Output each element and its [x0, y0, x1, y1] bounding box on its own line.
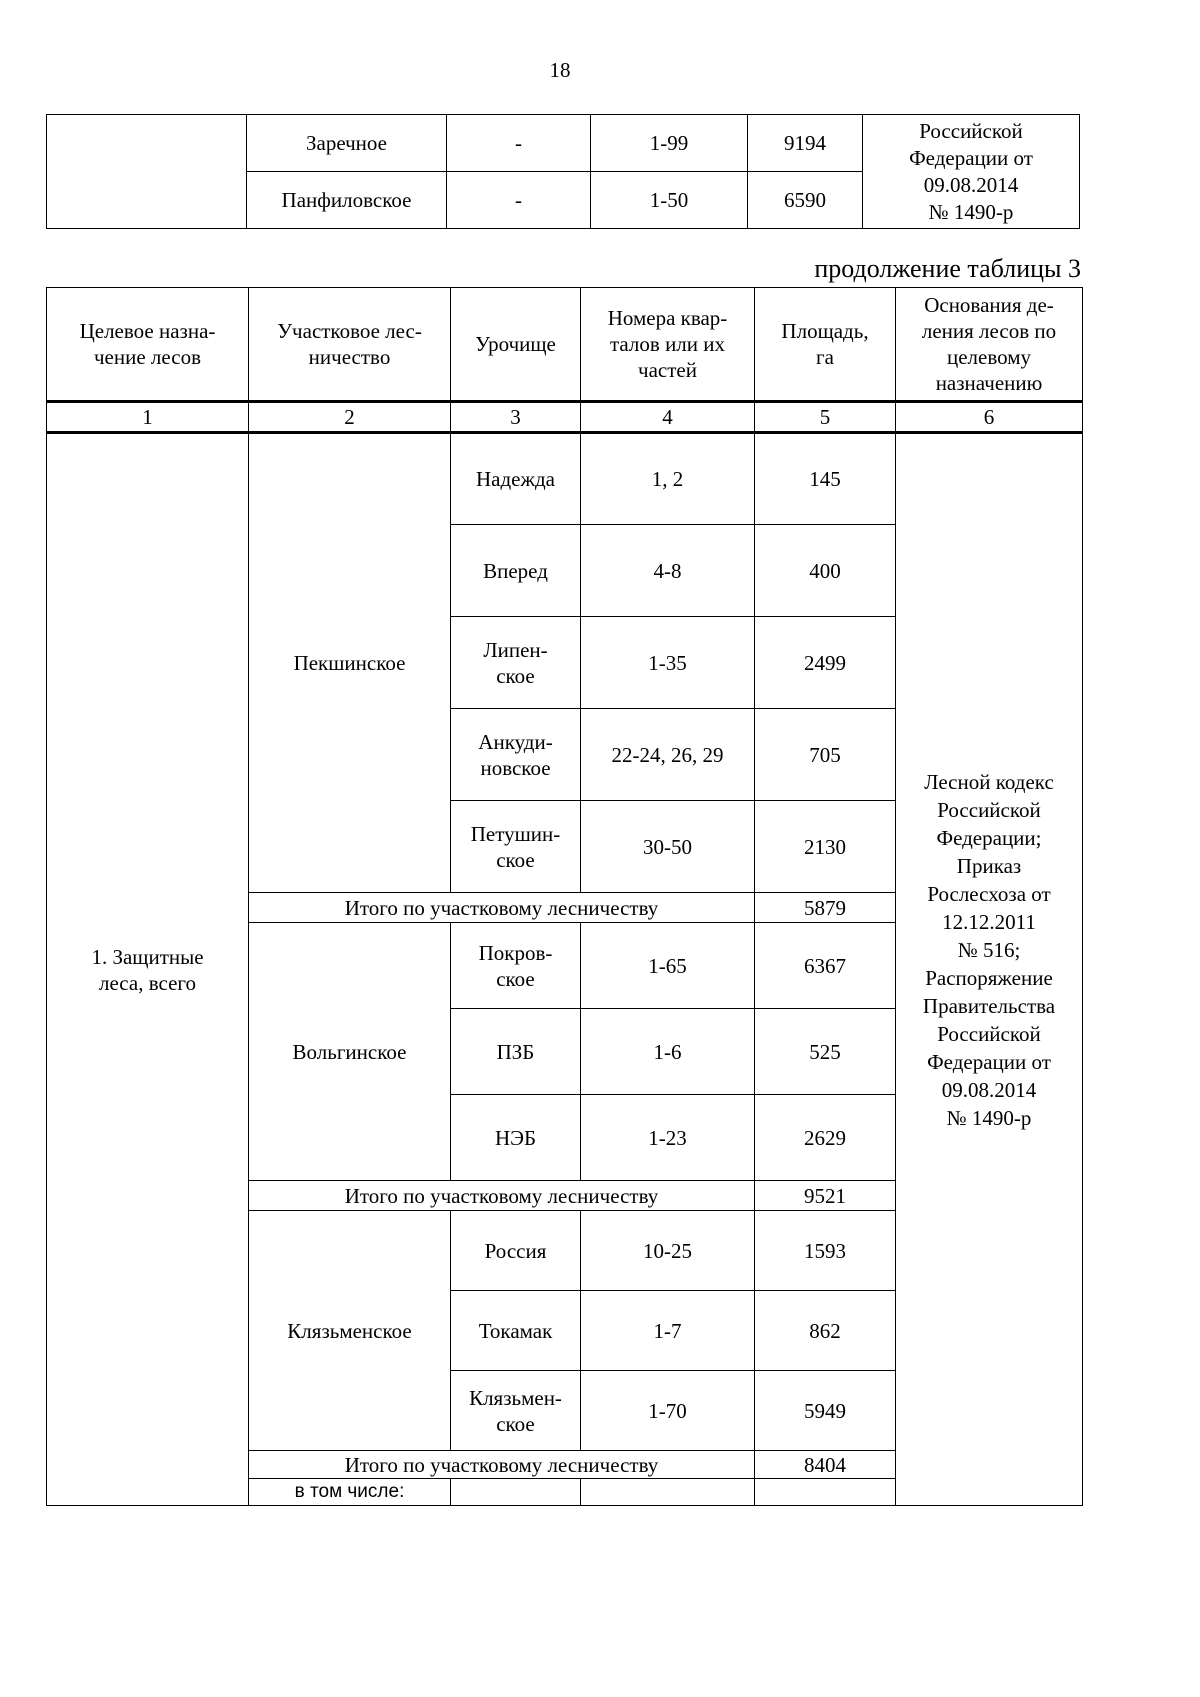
area-cell: 145 — [755, 433, 896, 525]
empty-cell — [581, 1479, 755, 1506]
header-line: Урочище — [475, 332, 556, 356]
urochishche-line: Клязьмен- — [469, 1385, 562, 1410]
urochishche-cell — [451, 709, 581, 801]
header-line: талов или их — [609, 332, 726, 356]
urochishche-cell — [451, 1211, 581, 1291]
empty-cell — [755, 1479, 896, 1506]
total-value: 8404 — [755, 1451, 896, 1479]
header-cell — [896, 288, 1083, 402]
area-cell: 400 — [755, 525, 896, 617]
urochishche-line: Покров- — [478, 940, 553, 965]
basis-cell — [896, 433, 1083, 1506]
page-number: 18 — [549, 58, 571, 82]
kvartaly-cell: 1-7 — [581, 1291, 755, 1371]
area-cell: 1593 — [755, 1211, 896, 1291]
area-cell: 862 — [755, 1291, 896, 1371]
urochishche-line: новское — [480, 755, 551, 780]
area-cell: 2130 — [755, 801, 896, 893]
area-cell: 525 — [755, 1009, 896, 1095]
area-cell: 705 — [755, 709, 896, 801]
kvartaly-cell: 1-50 — [591, 172, 748, 229]
top-table — [46, 114, 1080, 229]
kvartaly-cell: 1-6 — [581, 1009, 755, 1095]
urochishche-line: ПЗБ — [496, 1039, 535, 1064]
total-label: Итого по участковому лесничеству — [249, 893, 755, 923]
empty-cell — [47, 115, 247, 229]
area-cell: 2499 — [755, 617, 896, 709]
urochishche-line: ское — [496, 663, 535, 688]
basis-line: Правительства — [922, 993, 1056, 1018]
basis-line: Приказ — [956, 853, 1022, 878]
urochishche-line: Надежда — [475, 467, 555, 491]
basis-line: Российской — [937, 797, 1041, 822]
urochishche-cell — [451, 1009, 581, 1095]
header-line: ления лесов по — [921, 319, 1057, 343]
basis-line: Федерации от — [909, 145, 1033, 170]
category-line: леса, всего — [98, 970, 196, 995]
header-cell — [451, 288, 581, 402]
basis-cell — [863, 115, 1080, 229]
area-cell: 2629 — [755, 1095, 896, 1181]
header-line: целевому — [946, 345, 1032, 369]
urochishche-line: ское — [496, 1411, 535, 1436]
urochishche-line: Россия — [484, 1238, 547, 1263]
header-line: Площадь, — [781, 319, 869, 343]
header-line: га — [816, 345, 834, 369]
urochishche-cell — [451, 1095, 581, 1181]
basis-line: Российской — [937, 1021, 1041, 1046]
basis-line: 09.08.2014 — [941, 1077, 1037, 1102]
urochishche-line: ское — [496, 847, 535, 872]
total-label: Итого по участковому лесничеству — [249, 1181, 755, 1211]
basis-line: Лесной кодекс — [924, 769, 1054, 794]
urochishche-cell — [451, 801, 581, 893]
urochishche-line: Токамак — [478, 1318, 553, 1343]
lesnichestvo-name: Клязьменское — [249, 1211, 451, 1451]
area-cell: 6590 — [748, 172, 863, 229]
column-number: 6 — [896, 402, 1083, 433]
table-row — [47, 115, 1080, 172]
column-number: 5 — [755, 402, 896, 433]
main-table — [46, 287, 1083, 1506]
urochishche-cell: Заречное — [247, 115, 447, 172]
total-value: 5879 — [755, 893, 896, 923]
area-cell: 5949 — [755, 1371, 896, 1451]
header-cell — [47, 288, 249, 402]
kvartaly-cell: 1-23 — [581, 1095, 755, 1181]
column-number: 3 — [451, 402, 581, 433]
lesnichestvo-name: Вольгинское — [249, 923, 451, 1181]
basis-line: 09.08.2014 — [923, 172, 1019, 197]
kvartaly-cell: 1-99 — [591, 115, 748, 172]
in-tom-chisle-label: в том числе: — [249, 1479, 451, 1506]
header-line: ничество — [308, 345, 391, 369]
basis-line: Рослесхоза от — [927, 881, 1051, 906]
kvartaly-cell: 4-8 — [581, 525, 755, 617]
urochishche-cell — [451, 1291, 581, 1371]
total-value: 9521 — [755, 1181, 896, 1211]
header-line: Целевое назна- — [79, 319, 216, 343]
area-cell: 9194 — [748, 115, 863, 172]
dash-cell: - — [447, 172, 591, 229]
kvartaly-cell: 1-70 — [581, 1371, 755, 1451]
header-cell — [755, 288, 896, 402]
urochishche-cell — [451, 525, 581, 617]
header-line: назначению — [935, 371, 1043, 395]
kvartaly-cell: 10-25 — [581, 1211, 755, 1291]
basis-line: Федерации от — [927, 1049, 1051, 1074]
header-line: Номера квар- — [607, 306, 728, 330]
area-cell: 6367 — [755, 923, 896, 1009]
kvartaly-cell: 1, 2 — [581, 433, 755, 525]
basis-line: № 516; — [957, 937, 1021, 962]
basis-line: № 1490-р — [928, 199, 1014, 224]
kvartaly-cell: 1-65 — [581, 923, 755, 1009]
header-line: частей — [638, 358, 697, 382]
header-cell — [249, 288, 451, 402]
urochishche-line: Петушин- — [470, 821, 561, 846]
urochishche-cell — [451, 1371, 581, 1451]
column-number: 1 — [47, 402, 249, 433]
urochishche-line: ское — [496, 966, 535, 991]
urochishche-line: Анкуди- — [478, 729, 553, 754]
urochishche-cell — [451, 923, 581, 1009]
urochishche-cell — [451, 433, 581, 525]
column-number: 4 — [581, 402, 755, 433]
header-cell — [581, 288, 755, 402]
column-number: 2 — [249, 402, 451, 433]
dash-cell: - — [447, 115, 591, 172]
urochishche-line: НЭБ — [494, 1125, 537, 1150]
table-caption: продолжение таблицы 3 — [814, 254, 1081, 283]
basis-line: Федерации; — [936, 825, 1042, 850]
header-line: Участковое лес- — [277, 319, 422, 343]
basis-line: Распоряжение — [925, 965, 1053, 990]
basis-line: 12.12.2011 — [942, 909, 1036, 934]
category-cell — [47, 433, 249, 1506]
urochishche-line: Липен- — [483, 637, 548, 662]
table-row — [47, 433, 1083, 525]
urochishche-cell: Панфиловское — [247, 172, 447, 229]
empty-cell — [451, 1479, 581, 1506]
urochishche-cell — [451, 617, 581, 709]
total-label: Итого по участковому лесничеству — [249, 1451, 755, 1479]
kvartaly-cell: 1-35 — [581, 617, 755, 709]
header-row — [47, 288, 1083, 402]
lesnichestvo-name: Пекшинское — [249, 433, 451, 893]
header-line: Основания де- — [924, 293, 1054, 317]
basis-line: Российской — [919, 118, 1023, 143]
header-line: чение лесов — [94, 345, 201, 369]
basis-line: № 1490-р — [946, 1105, 1032, 1130]
urochishche-line: Вперед — [483, 558, 548, 583]
category-line: 1. Защитные — [91, 944, 204, 969]
kvartaly-cell: 22-24, 26, 29 — [581, 709, 755, 801]
column-number-row — [47, 402, 1083, 433]
kvartaly-cell: 30-50 — [581, 801, 755, 893]
